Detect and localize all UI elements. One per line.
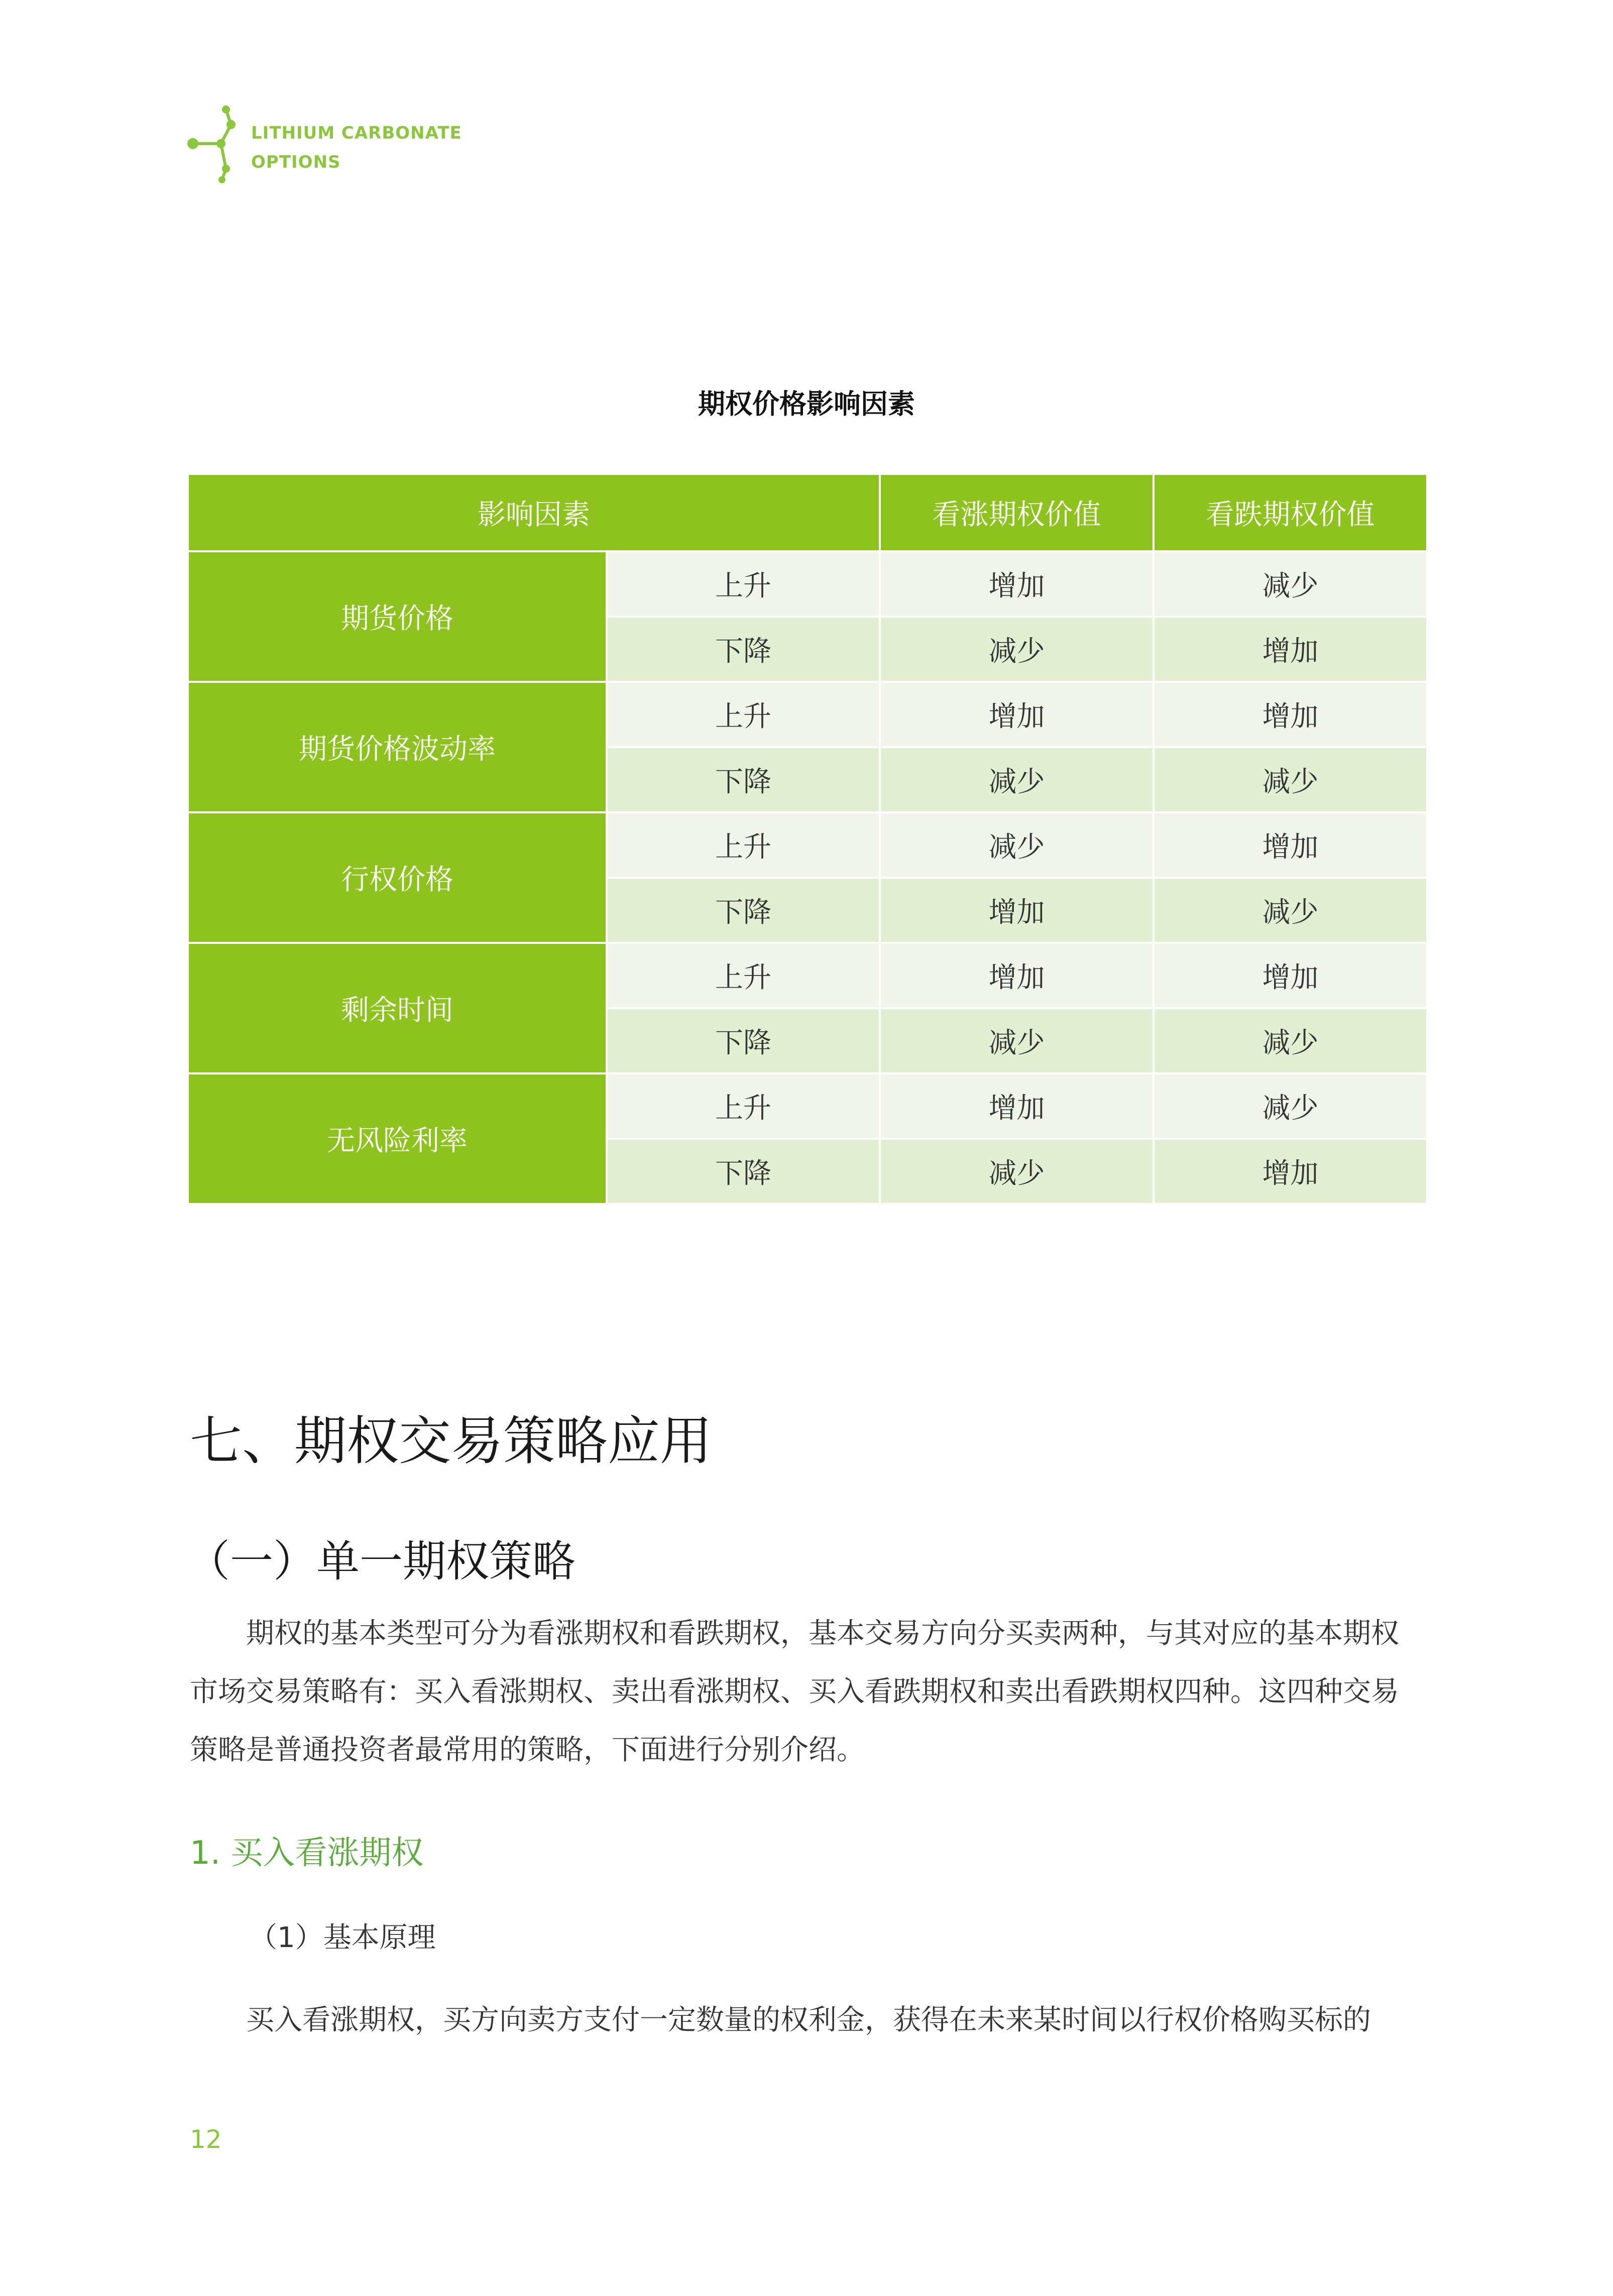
- option-price-factors-table: [187, 473, 1428, 1205]
- change-cell: 下降: [607, 1139, 880, 1204]
- call-cell: 增加: [880, 943, 1154, 1008]
- factor-cell: 期货价格: [188, 551, 607, 682]
- call-cell: 减少: [880, 812, 1154, 878]
- table-row: [188, 551, 1427, 617]
- item-subheading: （1）基本原理: [249, 1921, 436, 1954]
- put-cell: 减少: [1154, 1008, 1427, 1073]
- table-row: [188, 682, 1427, 747]
- logo-line-1: LITHIUM CARBONATE: [251, 123, 462, 143]
- change-cell: 上升: [607, 943, 880, 1008]
- change-cell: 上升: [607, 1073, 880, 1139]
- change-cell: 下降: [607, 1008, 880, 1073]
- call-cell: 减少: [880, 747, 1154, 812]
- call-cell: 增加: [880, 551, 1154, 617]
- put-cell: 增加: [1154, 1139, 1427, 1204]
- principle-paragraph: 买入看涨期权，买方向卖方支付一定数量的权利金，获得在未来某时间以行权价格购买标的: [246, 2004, 1371, 2036]
- put-cell: 增加: [1154, 943, 1427, 1008]
- table-row: [188, 812, 1427, 878]
- table-title: 期权价格影响因素: [698, 388, 915, 420]
- put-cell: 增加: [1154, 617, 1427, 682]
- header-factor: 影响因素: [188, 474, 880, 551]
- change-cell: 下降: [607, 617, 880, 682]
- table-header-row: [188, 474, 1427, 551]
- change-cell: 上升: [607, 812, 880, 878]
- logo-line-2: OPTIONS: [251, 152, 341, 172]
- item-heading: 1. 买入看涨期权: [190, 1835, 424, 1872]
- subsection-heading: （一）单一期权策略: [187, 1536, 575, 1587]
- section-heading: 七、期权交易策略应用: [190, 1410, 713, 1472]
- factor-cell: 无风险利率: [188, 1073, 607, 1204]
- change-cell: 下降: [607, 878, 880, 943]
- call-cell: 增加: [880, 878, 1154, 943]
- call-cell: 减少: [880, 1139, 1154, 1204]
- header-call-value: 看涨期权价值: [880, 474, 1154, 551]
- call-cell: 减少: [880, 617, 1154, 682]
- put-cell: 减少: [1154, 878, 1427, 943]
- factor-cell: 剩余时间: [188, 943, 607, 1073]
- table-row: [188, 1073, 1427, 1139]
- call-cell: 减少: [880, 1008, 1154, 1073]
- put-cell: 减少: [1154, 747, 1427, 812]
- put-cell: 减少: [1154, 551, 1427, 617]
- change-cell: 上升: [607, 551, 880, 617]
- put-cell: 减少: [1154, 1073, 1427, 1139]
- table-row: [188, 943, 1427, 1008]
- put-cell: 增加: [1154, 812, 1427, 878]
- put-cell: 增加: [1154, 682, 1427, 747]
- intro-paragraph: 期权的基本类型可分为看涨期权和看跌期权，基本交易方向分买卖两种，与其对应的基本期权市场交易策略有：买入看涨期权、卖出看涨期权、买入看跌期权和卖出看跌期权四种。这四种交易策略是普通投资者最常用的策略，下面进行分别介绍。: [190, 1617, 1399, 1766]
- header-logo-text: [251, 118, 462, 177]
- call-cell: 增加: [880, 682, 1154, 747]
- molecule-icon: [187, 103, 242, 184]
- factor-cell: 行权价格: [188, 812, 607, 943]
- factor-cell: 期货价格波动率: [188, 682, 607, 812]
- change-cell: 上升: [607, 682, 880, 747]
- call-cell: 增加: [880, 1073, 1154, 1139]
- page-number: 12: [190, 2125, 222, 2154]
- header-put-value: 看跌期权价值: [1154, 474, 1427, 551]
- change-cell: 下降: [607, 747, 880, 812]
